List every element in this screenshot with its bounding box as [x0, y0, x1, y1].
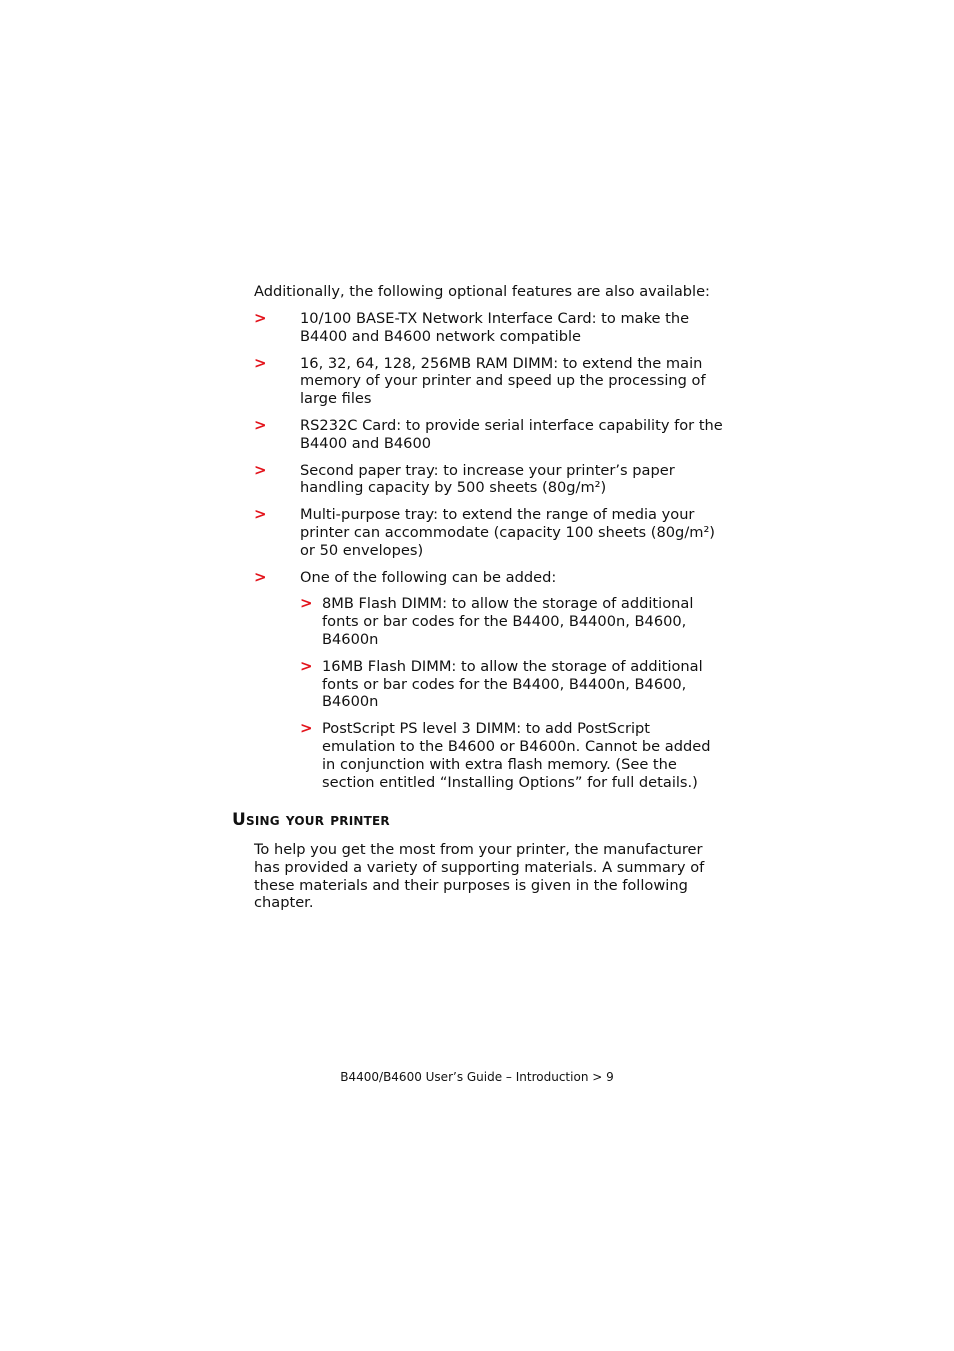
sublist-item: [300, 595, 724, 648]
list-item-text: Second paper tray: to increase your printer’s paper handling capacity by 500 sheets (80g/m²): [300, 461, 675, 497]
sublist-item: [300, 658, 724, 711]
bullet-arrow-icon: >: [254, 353, 267, 372]
list-item: [254, 569, 724, 792]
flash-options-sublist: [300, 595, 724, 791]
intro-paragraph: Additionally, the following optional features are also available:: [254, 283, 710, 300]
list-item-text: Multi-purpose tray: to extend the range of media your printer can accommodate (capacity 100 sheets (80g/m²) or 50 envelopes): [300, 506, 716, 559]
bullet-arrow-icon: >: [254, 567, 267, 586]
bullet-arrow-icon: >: [300, 656, 313, 675]
list-item: [254, 355, 724, 408]
bullet-arrow-icon: >: [254, 505, 267, 524]
section-heading: Using your printer: [232, 810, 390, 830]
list-item-text: One of the following can be added:: [300, 568, 557, 586]
bullet-arrow-icon: >: [254, 415, 267, 434]
list-item: [254, 417, 724, 453]
sublist-item-text: 16MB Flash DIMM: to allow the storage of additional fonts or bar codes for the B4400, B4400n, B4600, B4600n: [322, 657, 703, 711]
list-item-text: RS232C Card: to provide serial interface capability for the B4400 and B4600: [300, 416, 723, 452]
sublist-item: [300, 720, 724, 791]
bullet-arrow-icon: >: [300, 594, 313, 613]
features-list: [254, 310, 724, 800]
sublist-item-text: PostScript PS level 3 DIMM: to add PostScript emulation to the B4600 or B4600n. Cannot be added in conjunction with extra flash memory. (See the section entitled “Installing Options” for full details.): [322, 720, 711, 791]
bullet-arrow-icon: >: [300, 719, 313, 738]
list-item-text: 16, 32, 64, 128, 256MB RAM DIMM: to extend the main memory of your printer and speed up the processing of large files: [300, 354, 706, 408]
page-footer: B4400/B4600 User’s Guide – Introduction > 9: [340, 1070, 614, 1084]
bullet-arrow-icon: >: [254, 460, 267, 479]
list-item: [254, 506, 724, 559]
bullet-arrow-icon: >: [254, 309, 267, 327]
section-paragraph: To help you get the most from your printer, the manufacturer has provided a variety of supporting materials. A summary of these materials and their purposes is given in the following chapter.: [254, 841, 705, 912]
list-item-text: 10/100 BASE-TX Network Interface Card: to make the B4400 and B4600 network compatible: [300, 310, 690, 345]
list-item: [254, 310, 724, 346]
list-item: [254, 462, 724, 498]
sublist-item-text: 8MB Flash DIMM: to allow the storage of additional fonts or bar codes for the B4400, B4400n, B4600, B4600n: [322, 595, 694, 648]
